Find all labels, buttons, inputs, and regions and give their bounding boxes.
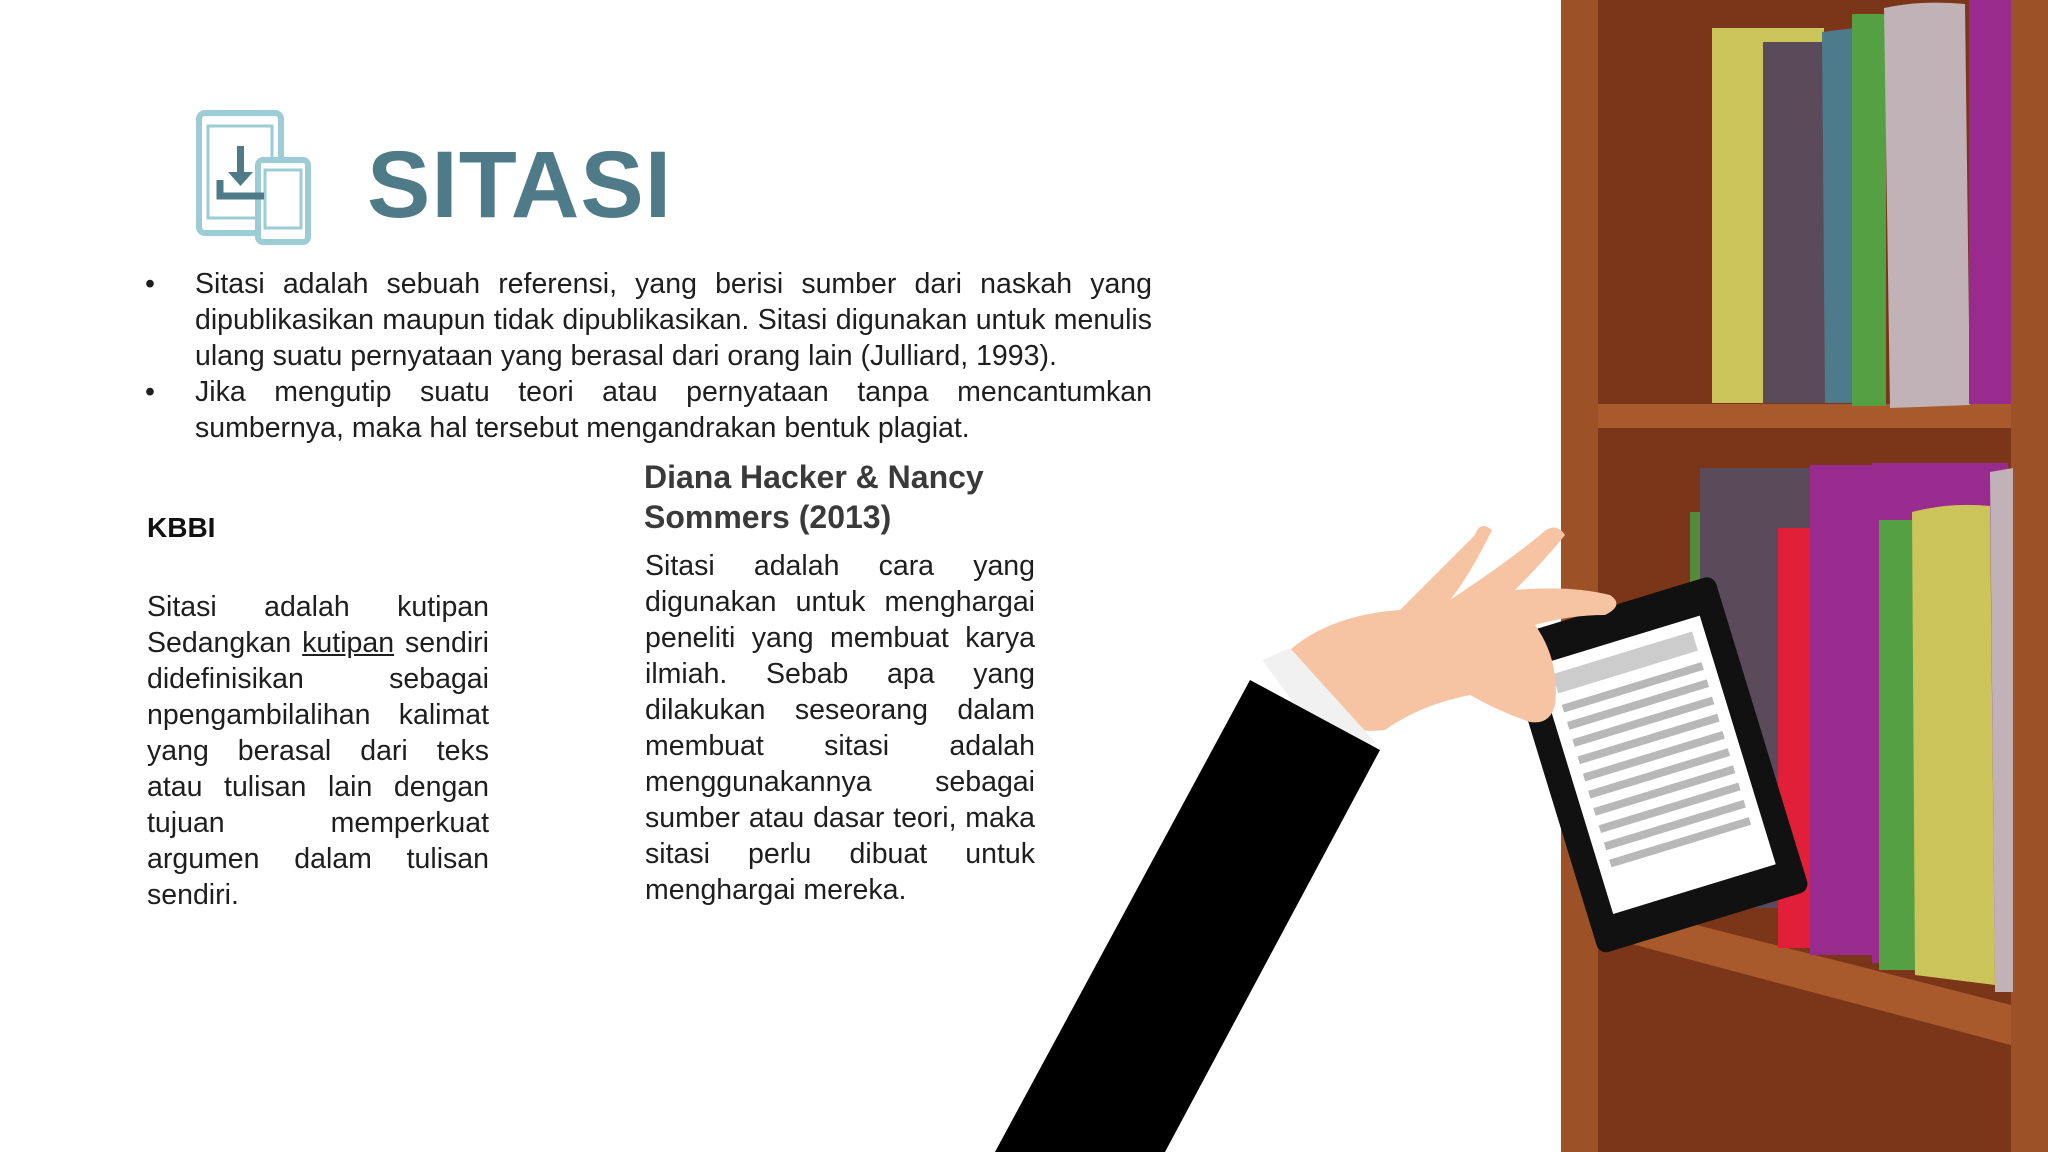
bullet-list: [145, 266, 1152, 446]
bullet-marker: •: [145, 376, 155, 408]
diana-heading: Diana Hacker & Nancy Sommers (2013): [644, 459, 984, 535]
bullet-marker: •: [145, 268, 155, 300]
page-title: SITASI: [367, 132, 673, 238]
tablet-download-icon: [196, 110, 314, 246]
bullet-item: [145, 266, 1152, 374]
bullet-text: Sitasi adalah sebuah referensi, yang berisi sumber dari naskah yang dipublikasikan maupun tidak dipublikasikan. Sitasi digunakan untuk menulis ulang suatu pernyataan yang berasal dari orang lain (Julliard, 1993).: [195, 268, 1152, 372]
kbbi-text-part2: sendiri didefinisikan sebagai npengambilalihan kalimat yang berasal dari teks atau tulisan lain dengan tujuan memperkuat argumen dalam tulisan sendiri.: [147, 627, 489, 911]
diana-definition: Sitasi adalah cara yang digunakan untuk menghargai peneliti yang membuat karya ilmiah. Sebab apa yang dilakukan seseorang dalam membuat sitasi adalah menggunakannya sebagai sumber atau dasar teori, maka sitasi perlu dibuat untuk menghargai mereka.: [645, 550, 1035, 906]
kutipan-link[interactable]: kutipan: [302, 627, 395, 659]
bullet-item: [145, 374, 1152, 446]
bullet-text: Jika mengutip suatu teori atau pernyataan tanpa mencantumkan sumbernya, maka hal tersebut mengandrakan bentuk plagiat.: [195, 376, 1152, 444]
kbbi-definition: [147, 589, 489, 913]
kbbi-heading: KBBI: [147, 512, 216, 543]
kbbi-text-part1: Sitasi adalah kutipan Sedangkan: [147, 591, 489, 659]
